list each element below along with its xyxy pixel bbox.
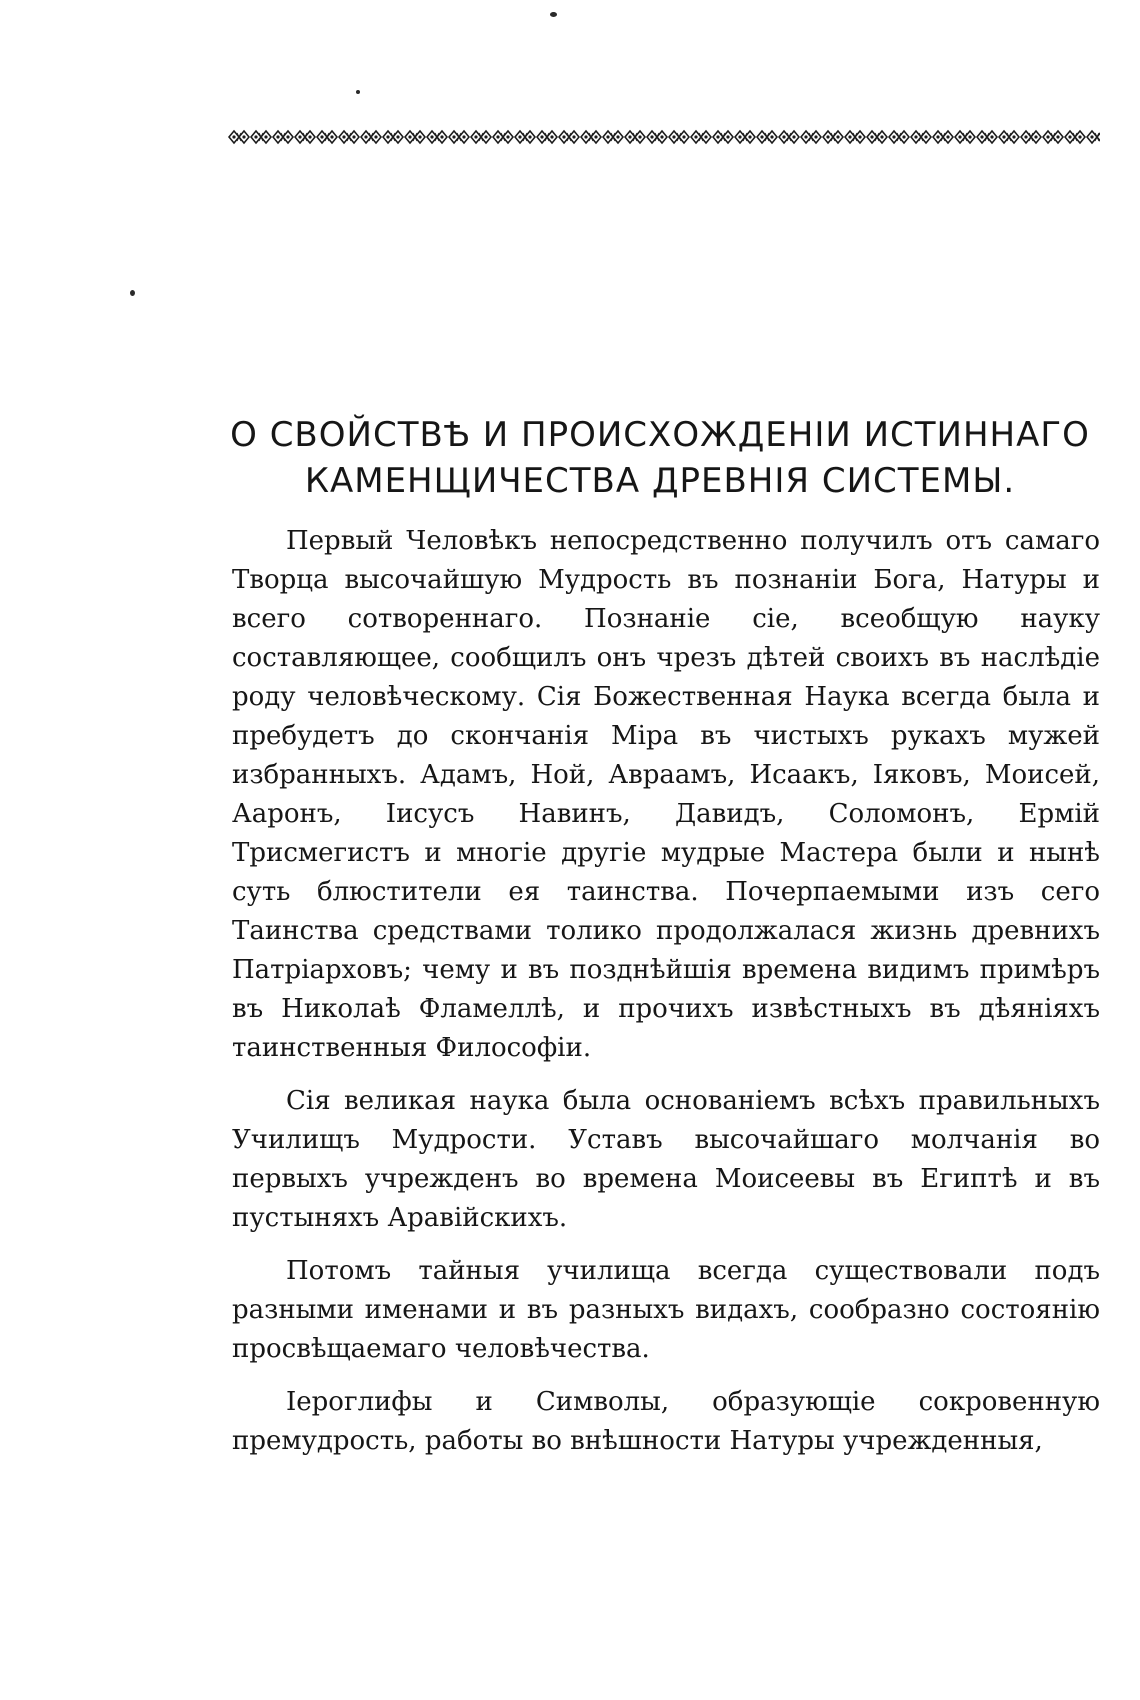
- paragraph-1: Первый Человѣкъ непосредственно получилъ отъ самаго Творца высочайшую Мудрость въ познаніи Бога, Натуры и всего сотвореннаго. Познаніе сіе, всеобщую науку составляющее, сообщилъ онъ чрезъ дѣтей своихъ въ наслѣдіе роду человѣческому. Сія Божественная Наука всегда была и пребудетъ до скончанія Міра въ чистыхъ рукахъ мужей избранныхъ. Адамъ, Ной, Авраамъ, Исаакъ, Іяковъ, Моисей, Ааронъ, Іисусъ Навинъ, Давидъ, Соломонъ, Ермій Трисмегистъ и многіе другіе мудрые Мастера были и нынѣ суть блюстители ея таинства. Почерпаемыми изъ сего Таинства средствами толико продолжалася жизнь древнихъ Патріарховъ; чему и въ позднѣйшія времена видимъ примѣръ въ Николаѣ Фламеллѣ, и прочихъ извѣстныхъ въ дѣяніяхъ таинственныя Философіи.: [232, 526, 1100, 1063]
- ornament-band-icon: [228, 128, 1100, 146]
- paragraph-4: Іероглифы и Символы, образующіе сокровенную премудрость, работы во внѣшности Натуры учрежденныя,: [232, 1387, 1100, 1456]
- print-speck: [550, 12, 557, 17]
- print-speck: [130, 290, 135, 296]
- title-line-2: КАМЕНЩИЧЕСТВА ДРЕВНІЯ СИСТЕМЫ.: [304, 461, 1016, 501]
- paragraph-2: Сія великая наука была основаніемъ всѣхъ правильныхъ Училищъ Мудрости. Уставъ высочайшаго молчанія во первыхъ учрежденъ во времена Моисеевы въ Египтѣ и въ пустыняхъ Аравійскихъ.: [232, 1086, 1100, 1233]
- title-line-1: О СВОЙСТВѢ И ПРОИСХОЖДЕНІИ ИСТИННАГО: [230, 415, 1090, 455]
- print-speck: [356, 90, 360, 94]
- ornament-pattern-icon: [228, 128, 1100, 146]
- page-title: [200, 412, 1120, 504]
- body-text: [232, 522, 1100, 1475]
- paragraph-3: Потомъ тайныя училища всегда существовали подъ разными именами и въ разныхъ видахъ, сообразно состоянію просвѣщаемаго человѣчества.: [232, 1256, 1100, 1364]
